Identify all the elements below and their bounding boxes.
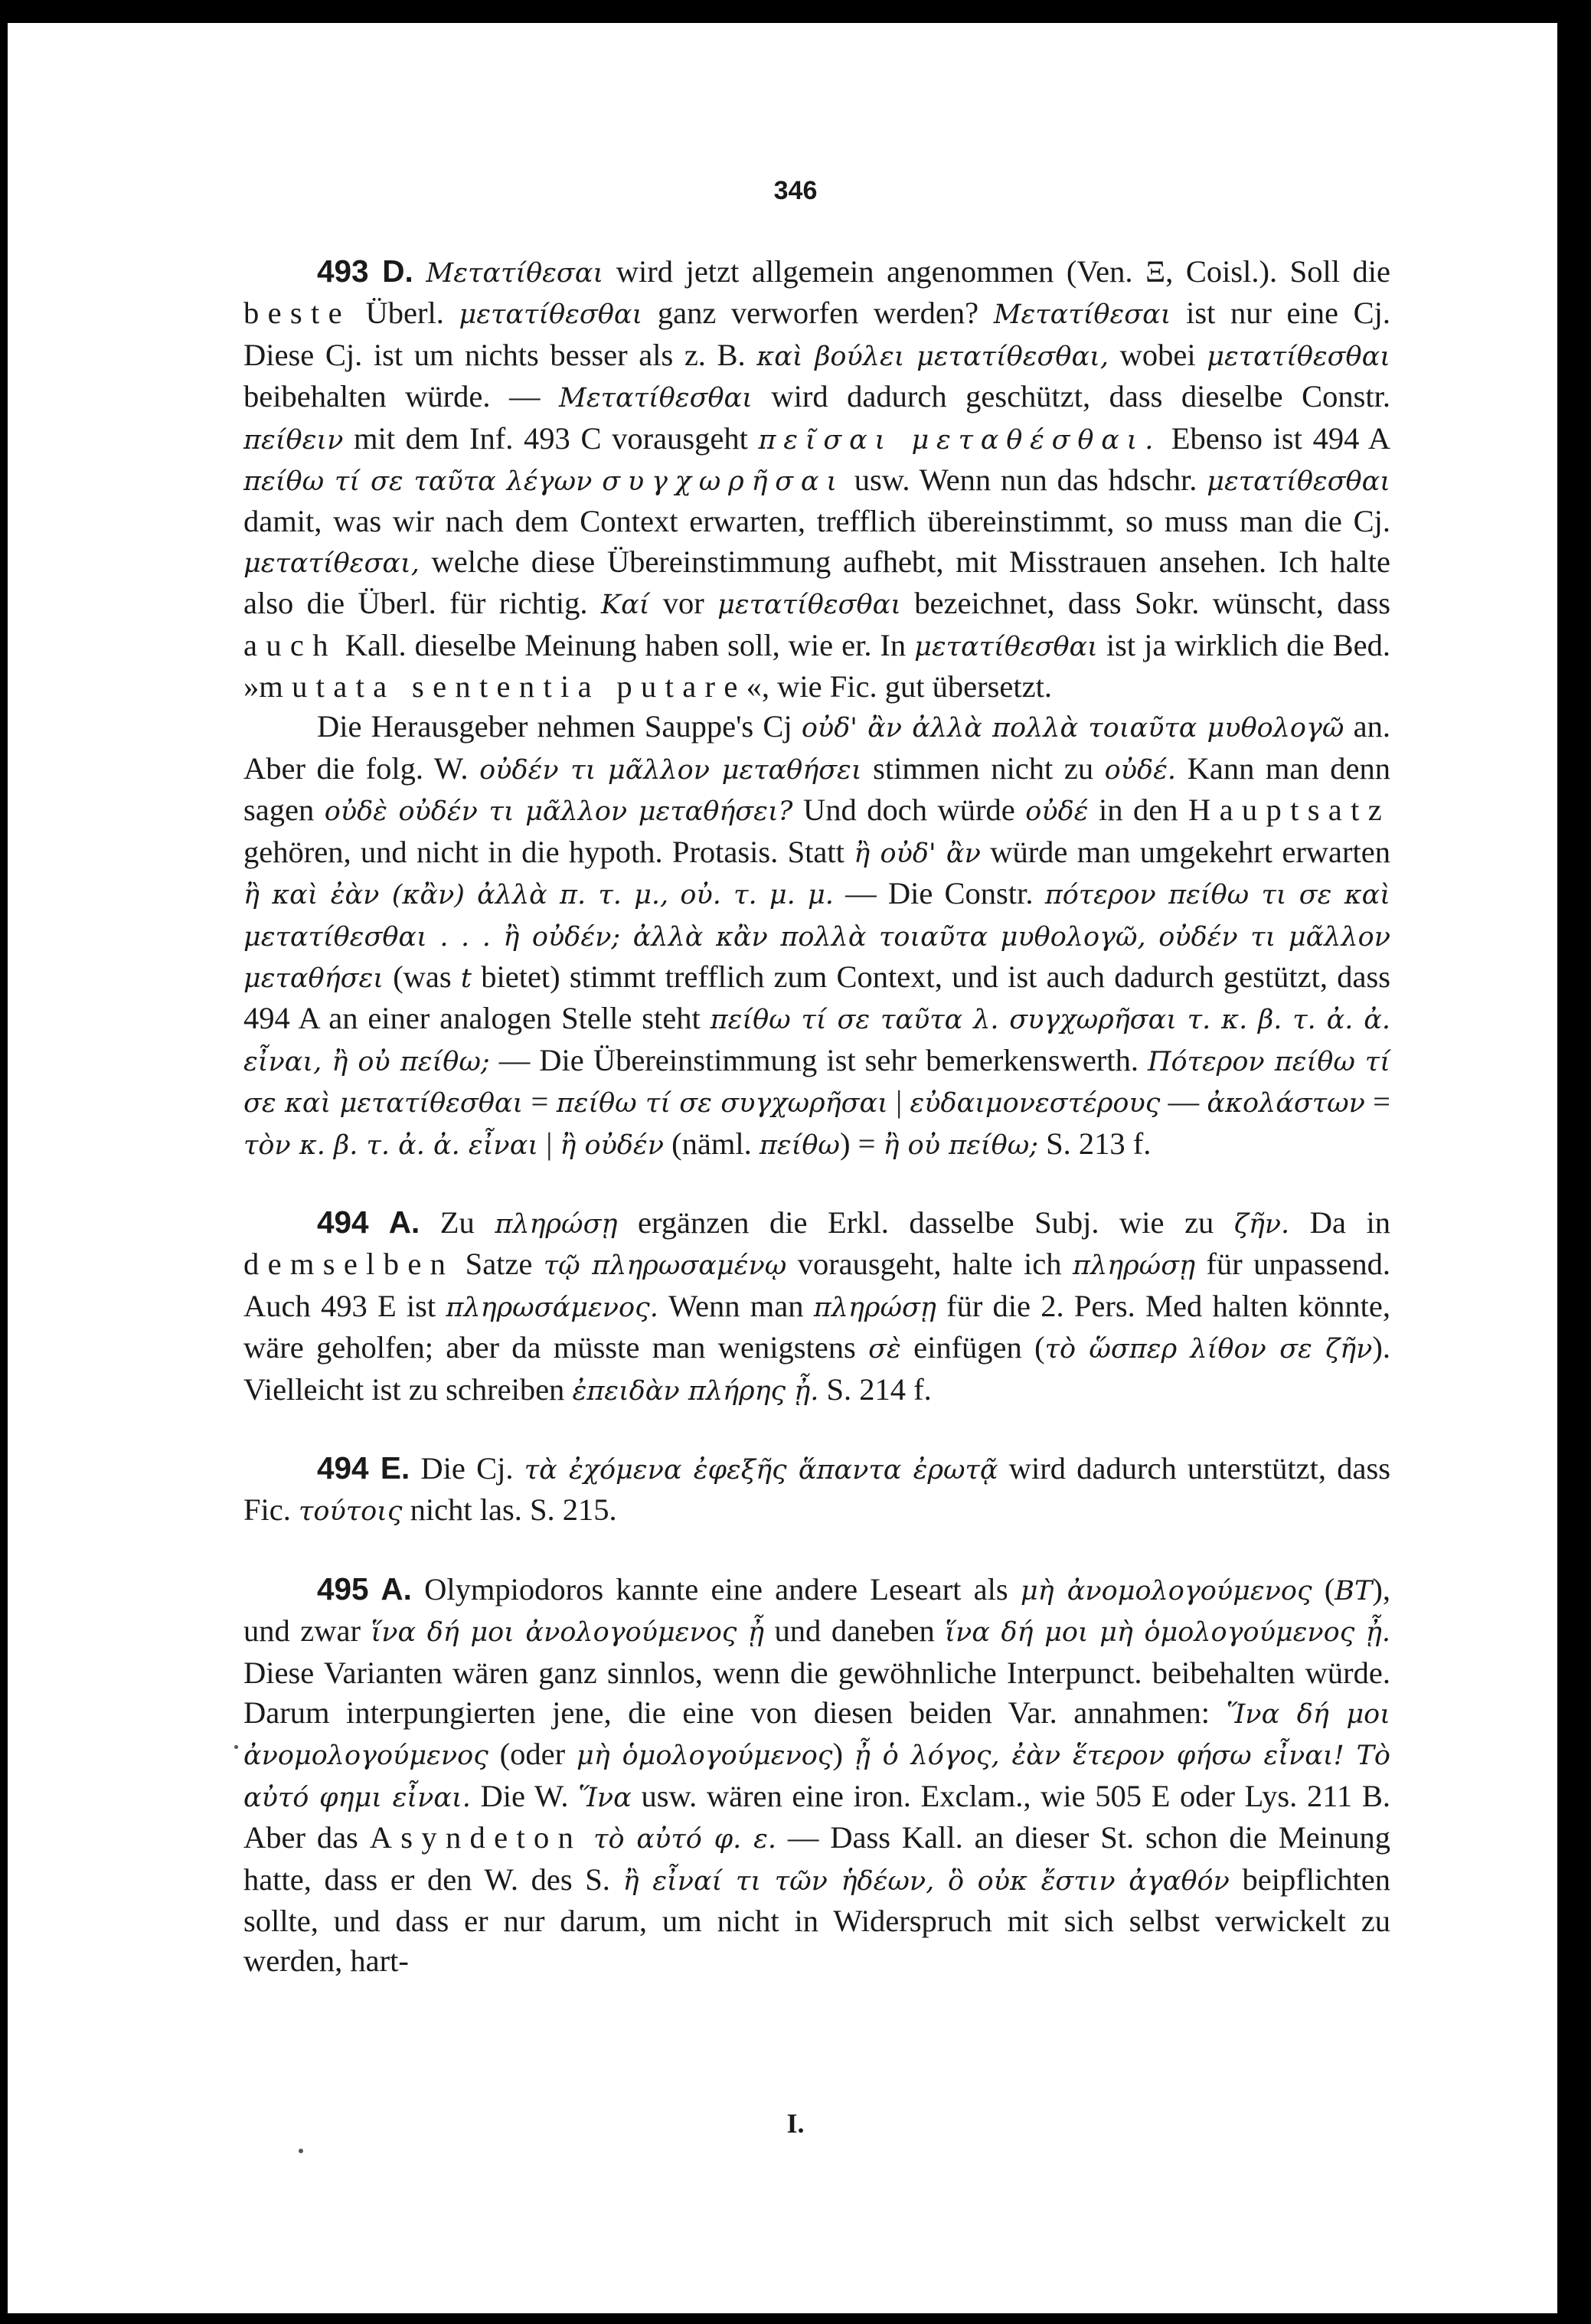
signature-mark: I. xyxy=(786,2108,805,2139)
section-number: 495 A. xyxy=(317,1571,412,1607)
text-run: Die W. xyxy=(470,1778,579,1813)
greek-text: ζῆν. xyxy=(1233,1208,1290,1240)
print-speck xyxy=(299,2149,303,2153)
greek-text: πληρώσῃ xyxy=(813,1292,936,1323)
greek-text: οὐδέ xyxy=(1025,796,1089,828)
text-run: — Die Constr. xyxy=(833,876,1045,911)
text-run: auch xyxy=(243,627,337,662)
text-run: wird dadurch geschützt, dass dieselbe Constr. xyxy=(752,379,1391,414)
greek-text: Ἵνα δή μοι ἀνομολογούμενος xyxy=(243,1699,1390,1772)
text-run: damit, was wir nach dem Context erwarten, trefflich übereinstimmt, so muss man die Cj. xyxy=(243,504,1390,539)
greek-text: t xyxy=(460,963,472,994)
text-run: vorausgeht, halte ich xyxy=(786,1247,1073,1282)
text-run: Hauptsatz xyxy=(1188,793,1391,828)
text-run: mit dem Inf. 493 C vorausgeht xyxy=(343,420,759,456)
text-run: ) xyxy=(832,1737,854,1772)
text-run: ) = xyxy=(839,1126,884,1161)
greek-text: μὴ ἀνομολογούμενος xyxy=(1020,1575,1312,1607)
text-run: Ebenso ist 494 A xyxy=(1161,420,1390,456)
greek-text: τούτοις xyxy=(299,1496,403,1528)
scan-border-top xyxy=(0,0,1591,23)
text-run: Olympiodoros kannte eine andere Leseart als xyxy=(411,1571,1021,1607)
greek-text: τὰ ἐχόμενα ἐφεξῆς ἅπαντα ἐρωτᾷ xyxy=(524,1454,998,1486)
text-run: — Die Übereinstimmung ist sehr bemerkenswerth. xyxy=(489,1042,1148,1077)
greek-text: πείθω τί σε ταῦτα λέγων xyxy=(243,466,593,498)
text-run: Überl. xyxy=(350,296,459,331)
text-run: beipflichten sollte, und dass er nur darum, um nicht in Widerspruch mit sich selbst verwickelt zu werden, hart- xyxy=(243,1861,1390,1979)
text-run: in den xyxy=(1088,793,1189,828)
text-run: beste xyxy=(243,296,351,331)
greek-text: ἢ οὐδέν xyxy=(560,1129,664,1161)
greek-text: οὐδέν τι μᾶλλον μεταθήσει xyxy=(479,754,862,786)
text-run: mutata sententia putare xyxy=(259,669,746,704)
section-494a xyxy=(243,1202,1390,1411)
text-run: Asyndeton xyxy=(369,1820,583,1855)
text-run: = xyxy=(523,1084,557,1120)
text-run: stimmen nicht zu xyxy=(861,750,1105,786)
text-run: wird dadurch unterstützt, dass Fic. xyxy=(243,1450,1390,1528)
paragraph xyxy=(243,1202,1390,1411)
text-run: für die 2. Pers. Med halten könnte, wäre geholfen; aber da müsste man wenigstens xyxy=(243,1288,1390,1365)
greek-text: ἢ οὐδ' ἂν xyxy=(854,838,981,869)
greek-text: οὐ. τ. μ. μ. xyxy=(680,880,834,911)
text-run: beibehalten würde. — xyxy=(243,379,560,414)
text-run: Die Herausgeber nehmen Sauppe's Cj xyxy=(317,709,802,744)
text-run: ist nur eine Cj. Diese Cj. ist um nichts besser als z. B. xyxy=(243,296,1390,372)
greek-text: πεῖσαι μεταθέσθαι. xyxy=(758,424,1161,456)
greek-text: οὐδὲ οὐδέν τι μᾶλλον μεταθήσει? xyxy=(324,796,793,828)
section-number: 494 A. xyxy=(317,1204,420,1240)
scan-border-right xyxy=(1557,0,1591,2324)
greek-text: πότερον πείθω τι σε καὶ μετατίθεσθαι . . . ἢ οὐδέν; ἀλλὰ κἂν πολλὰ τοιαῦτα μυθολογῶ, οὐδέν τι μᾶλλον μεταθήσει xyxy=(243,880,1390,994)
greek-text: Ἵνα xyxy=(578,1782,632,1813)
greek-text: συγχωρῆσαι xyxy=(602,466,845,498)
paragraph xyxy=(243,707,1390,1165)
text-run: wobei xyxy=(1109,337,1207,372)
text-run xyxy=(592,463,602,497)
greek-text: τὸ αὐτό φ. ε. xyxy=(593,1824,777,1855)
greek-text: μετατίθεσθαι xyxy=(1207,466,1390,498)
greek-text: οὐδ' ἂν ἀλλὰ πολλὰ τοιαῦτα μυθολογῶ xyxy=(801,713,1344,744)
greek-text: μετατίθεσθαι xyxy=(1207,341,1390,372)
greek-text: τὸ ὥσπερ λίθον σε ζῆν xyxy=(1044,1334,1373,1365)
text-run: bietet) stimmt trefflich zum Context, und ist auch dadurch gestützt, dass 494 A an einer analogen Stelle steht xyxy=(243,959,1390,1036)
greek-text: Πότερον πείθω τί σε καὶ μετατίθεσθαι xyxy=(243,1046,1390,1120)
text-run: wird jetzt allgemein angenommen (Ven. Ξ, Coisl.). Soll die xyxy=(603,254,1391,289)
text-run: an. Aber die folg. W. xyxy=(243,709,1390,786)
greek-text: ἀκολάστων xyxy=(1207,1088,1365,1120)
text-run: bezeichnet, dass Sokr. wünscht, dass xyxy=(900,586,1390,621)
text-run: Wenn man xyxy=(658,1288,814,1323)
greek-text: μετατίθεσθαι xyxy=(717,590,901,621)
greek-text: πείθω τί σε συγχωρῆσαι xyxy=(556,1088,888,1120)
paragraph xyxy=(243,1569,1390,1982)
text-run: — Dass Kall. an dieser St. schon die Meinung hatte, dass er den W. des S. xyxy=(243,1820,1390,1897)
text-run: Zu xyxy=(420,1204,495,1240)
text-run: — xyxy=(1160,1084,1207,1120)
greek-text: πληρώσῃ xyxy=(1072,1250,1196,1282)
text-run: vor xyxy=(649,586,718,621)
text-run: S. 213 f. xyxy=(1038,1126,1152,1161)
text-run: nicht las. S. 215. xyxy=(402,1492,617,1528)
text-run: welche diese Übereinstimmung aufhebt, mit Misstrauen ansehen. Ich halte also die Überl. für richtig. xyxy=(243,544,1390,621)
greek-text: Καί xyxy=(600,590,650,621)
greek-text: ᾖ ὁ λόγος, ἐὰν ἕτερον φήσω εἶναι! Τὸ αὐτό φημι εἶναι. xyxy=(243,1741,1390,1813)
text-run: Und doch würde xyxy=(792,793,1026,828)
text-run: ist ja wirklich die Bed. » xyxy=(243,627,1390,704)
text-run: | xyxy=(538,1126,560,1161)
text-run: Da in xyxy=(1289,1204,1390,1240)
greek-text: οὐδέ. xyxy=(1104,754,1176,786)
greek-text: πληρωσάμενος. xyxy=(446,1292,658,1323)
text-run: einfügen ( xyxy=(900,1330,1045,1365)
greek-text: πείθειν xyxy=(243,424,344,456)
text-run xyxy=(413,254,426,289)
text-run: Die Cj. xyxy=(410,1450,524,1486)
text-run: ), und zwar xyxy=(243,1571,1390,1649)
paragraph xyxy=(243,1448,1390,1532)
greek-text: σὲ xyxy=(868,1334,901,1365)
text-run xyxy=(582,1820,593,1855)
text-run: | xyxy=(887,1084,910,1120)
scan-border-left xyxy=(0,0,8,2324)
section-number: 493 D. xyxy=(317,253,413,289)
greek-text: Μετατίθεσαι xyxy=(426,258,604,289)
text-run: gehören, und nicht in die hypoth. Protasis. Statt xyxy=(243,834,854,869)
greek-text: ἐπειδὰν πλήρης ᾖ. xyxy=(572,1375,819,1407)
section-494e xyxy=(243,1448,1390,1532)
greek-text: ἢ οὐ πείθω; xyxy=(883,1129,1039,1161)
greek-text: πληρώσῃ xyxy=(495,1208,618,1240)
text-run: (oder xyxy=(488,1737,577,1772)
text-run: «, wie Fic. gut übersetzt. xyxy=(746,669,1052,704)
text-run: usw. Wenn nun das hdschr. xyxy=(844,463,1207,498)
text-run: würde man umgekehrt erwarten xyxy=(980,834,1390,869)
text-run: usw. wären eine iron. Exclam., wie 505 E oder Lys. 211 B. Aber das xyxy=(243,1778,1390,1855)
greek-text: μετατίθεσαι, xyxy=(243,547,420,579)
greek-text: ἵνα δή μοι ἀνολογούμενος ᾖ xyxy=(371,1617,764,1649)
text-run: = xyxy=(1364,1084,1391,1120)
text-run: und daneben xyxy=(763,1613,946,1649)
greek-text: ἵνα δή μοι μὴ ὁμολογούμενος ᾖ. xyxy=(945,1617,1390,1649)
greek-text: τῷ πληρωσαμένῳ xyxy=(543,1250,787,1282)
text-run: (was xyxy=(383,959,461,994)
text-run: ). Vielleicht ist zu schreiben xyxy=(243,1330,1391,1407)
greek-text: Μετατίθεσαι xyxy=(993,299,1171,331)
text-run xyxy=(668,876,680,910)
greek-text: μετατίθεσθαι xyxy=(459,299,643,331)
text-run: demselben xyxy=(243,1247,455,1282)
section-493d xyxy=(243,251,1390,1165)
paragraph xyxy=(243,251,1390,707)
greek-text: μὴ ὁμολογούμενος xyxy=(577,1741,833,1772)
greek-text: πείθω xyxy=(759,1129,840,1161)
greek-text: μετατίθεσθαι xyxy=(914,631,1098,662)
text-run: ( xyxy=(1312,1571,1335,1607)
page-number: 346 xyxy=(773,176,818,205)
scan-border-bottom xyxy=(0,2313,1591,2324)
text-run: Satze xyxy=(454,1247,544,1282)
greek-text: Μετατίθεσθαι xyxy=(559,383,753,414)
text-run: Diese Varianten wären ganz sinnlos, wenn die gewöhnliche Interpunct. beibehalten würde. Darum interpungierten jene, die eine von diesen beiden Var. annahmen: xyxy=(243,1655,1390,1730)
text-run: ganz verworfen werden? xyxy=(642,296,994,331)
text-run: (näml. xyxy=(664,1126,760,1161)
section-495a xyxy=(243,1569,1390,1982)
greek-text: καὶ βούλει μετατίθεσθαι, xyxy=(756,341,1109,372)
page-body xyxy=(243,251,1390,1982)
greek-text: εὐδαιμονεστέρους xyxy=(910,1088,1161,1120)
text-run: S. 214 f. xyxy=(818,1371,932,1407)
greek-text: τὸν κ. β. τ. ἀ. ἀ. εἶναι xyxy=(243,1129,539,1161)
greek-text: BT xyxy=(1335,1575,1373,1607)
text-run: Kall. dieselbe Meinung haben soll, wie er. In xyxy=(336,627,915,662)
print-speck xyxy=(234,1745,238,1749)
section-number: 494 E. xyxy=(317,1450,410,1486)
greek-text: πείθω τί σε ταῦτα λ. συγχωρῆσαι τ. κ. β. τ. ἀ. ἀ. εἶναι, ἢ οὐ πείθω; xyxy=(243,1005,1390,1077)
greek-text: ἢ εἶναί τι τῶν ἡδέων, ὃ οὐκ ἔστιν ἀγαθόν xyxy=(622,1865,1230,1897)
text-run: ergänzen die Erkl. dasselbe Subj. wie zu xyxy=(617,1204,1234,1240)
greek-text: ἢ καὶ ἐὰν (κἂν) ἀλλὰ π. τ. μ., xyxy=(243,880,669,911)
text-run: Kann man denn sagen xyxy=(243,750,1390,828)
text-run: für unpassend. Auch 493 E ist xyxy=(243,1247,1390,1323)
